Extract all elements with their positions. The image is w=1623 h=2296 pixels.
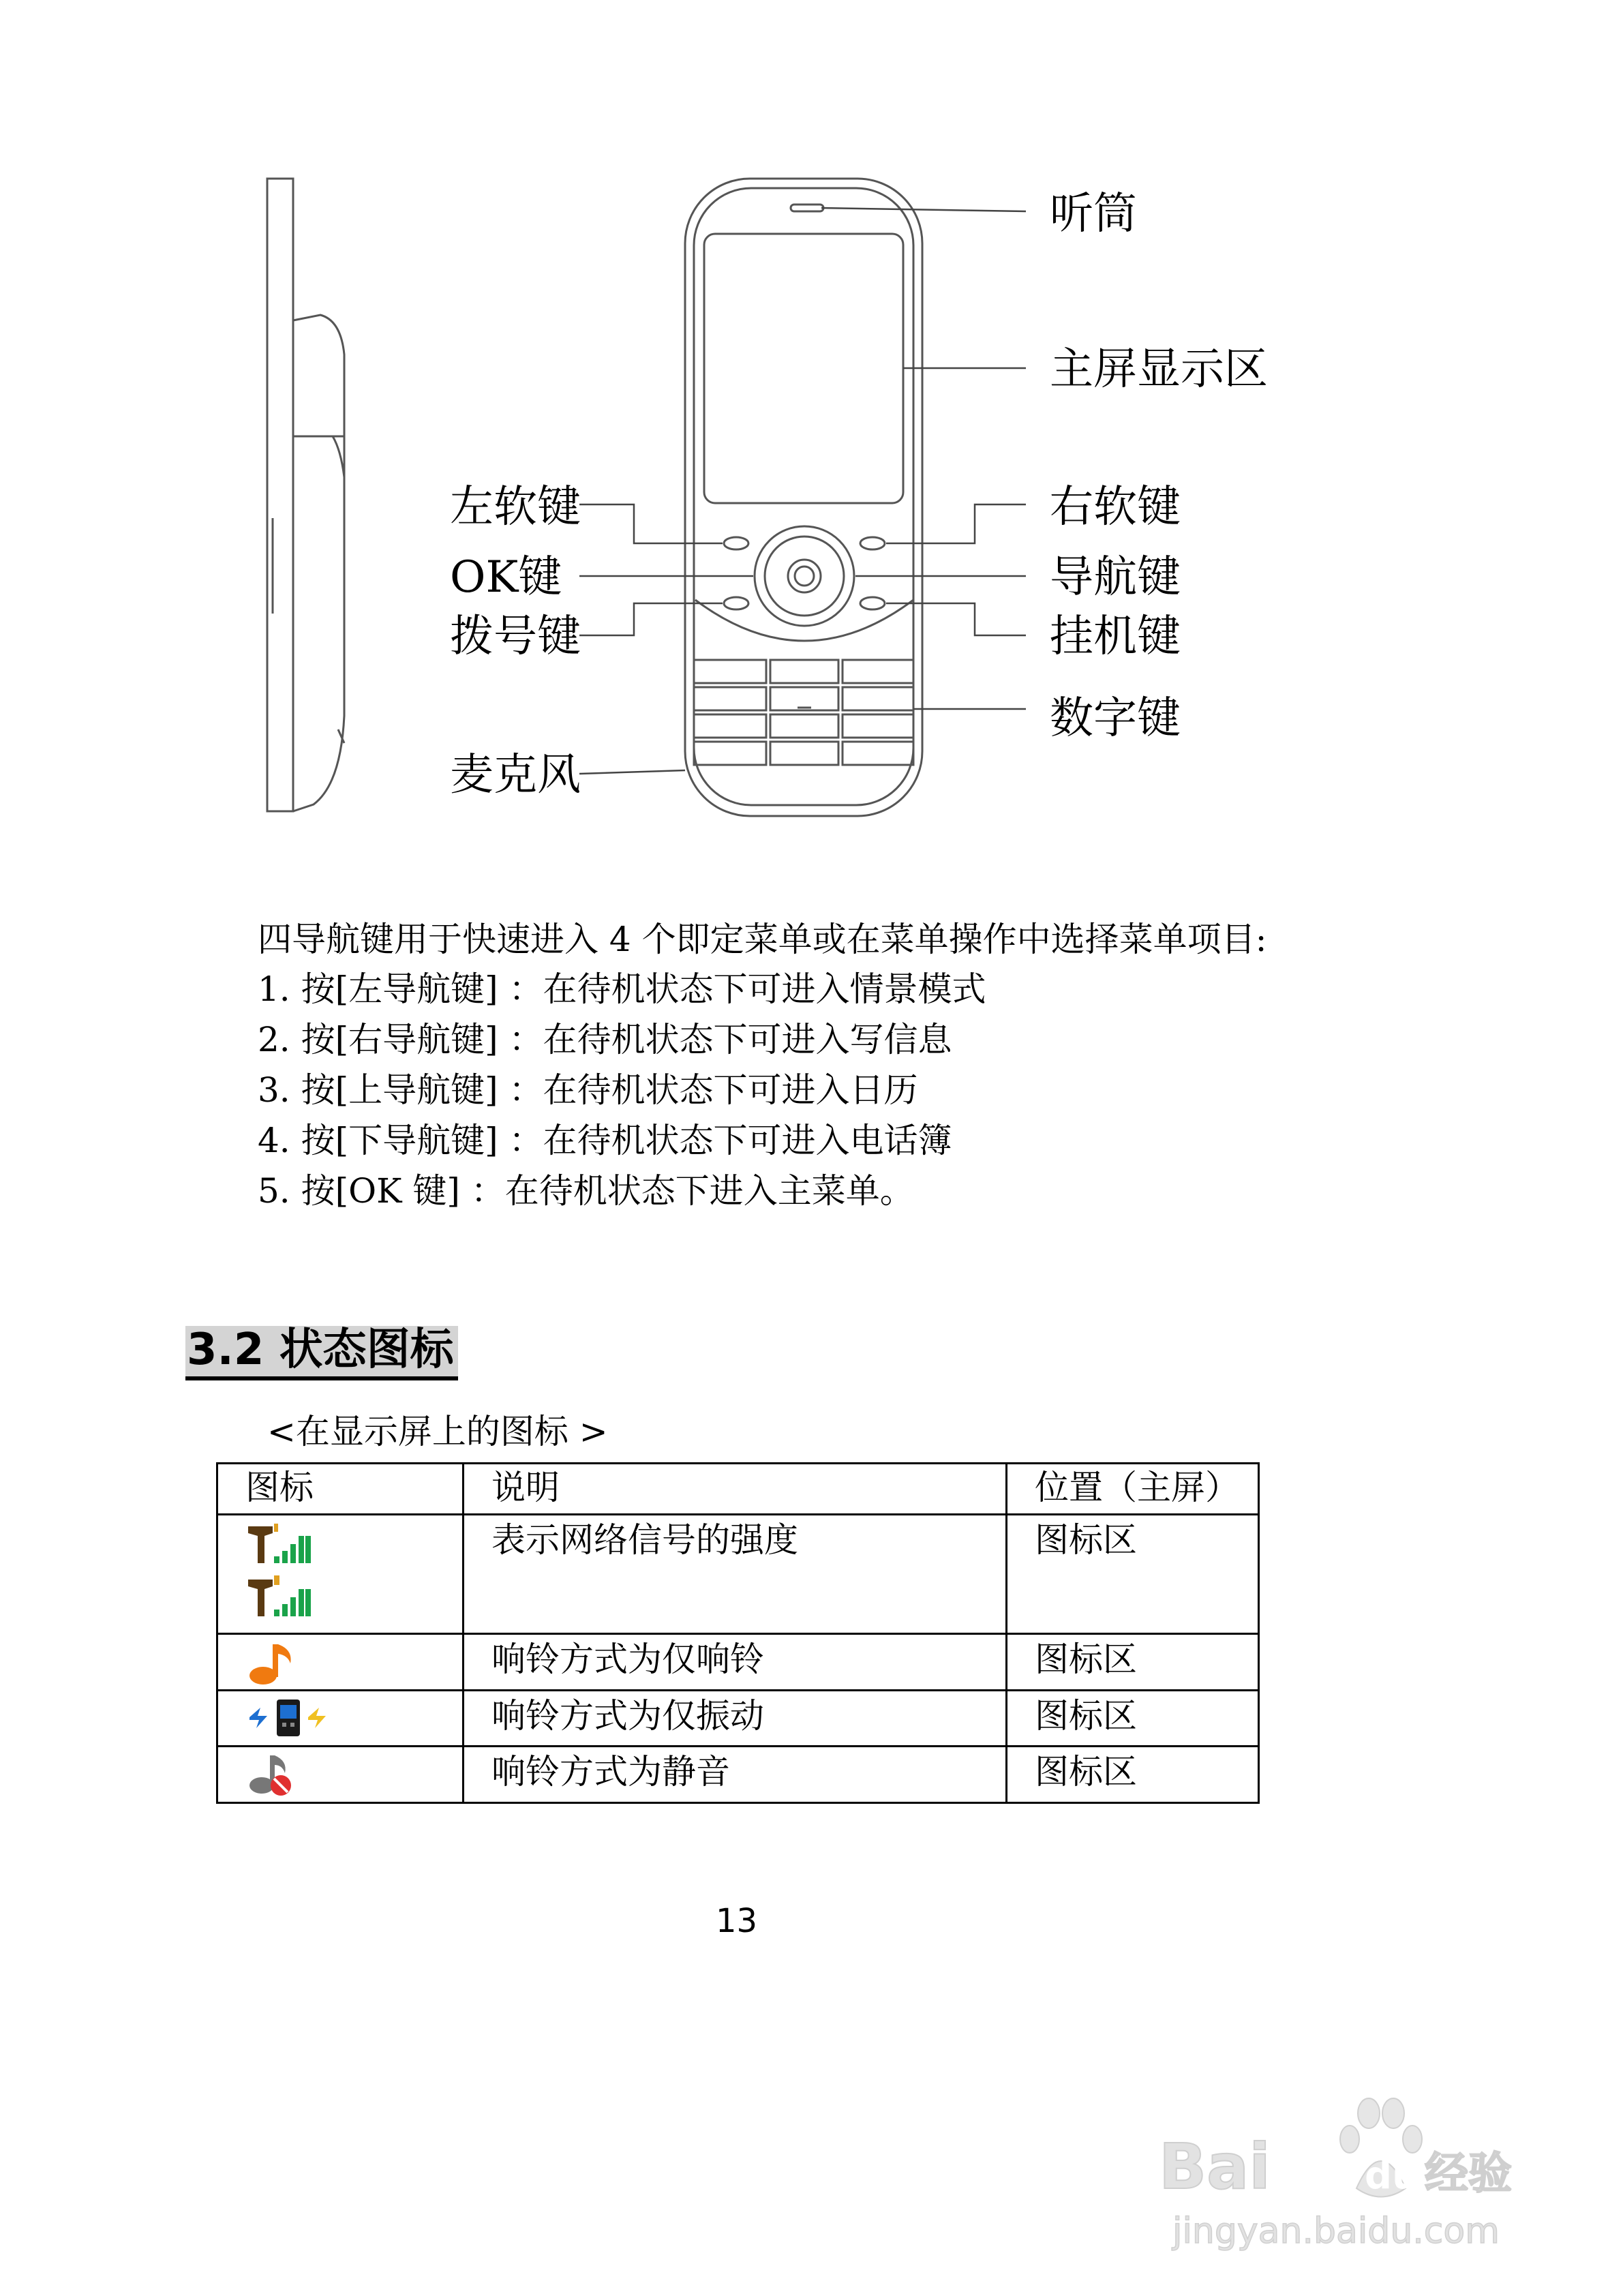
svg-text:jingyan.baidu.com: jingyan.baidu.com (1172, 2211, 1500, 2252)
header-position: 位置（主屏） (1007, 1464, 1259, 1515)
intro-text: 四导航键用于快速进入 4 个即定菜单或在菜单操作中选择菜单项目: (258, 920, 1267, 959)
label-nav-key: 导航键 (1050, 552, 1181, 603)
label-microphone: 麦克风 (450, 750, 581, 800)
table-row (217, 1633, 1259, 1690)
row-description: 响铃方式为静音 (464, 1746, 1007, 1802)
table-row (217, 1746, 1259, 1802)
label-number-keys: 数字键 (1050, 693, 1181, 744)
svg-text:经验: 经验 (1425, 2149, 1512, 2199)
status-icons-table (216, 1462, 1260, 1804)
row-position: 图标区 (1007, 1690, 1259, 1746)
list-item: 1. 按[左导航键] ：在待机状态下可进入情景模式 (258, 969, 986, 1009)
page-number: 13 (716, 1902, 758, 1940)
row-position: 图标区 (1007, 1514, 1259, 1633)
row-description: 响铃方式为仅振动 (464, 1690, 1007, 1746)
label-main-screen: 主屏显示区 (1050, 344, 1268, 395)
list-item: 2. 按[右导航键] ：在待机状态下可进入写信息 (258, 1020, 952, 1059)
label-left-soft-key: 左软键 (450, 482, 581, 532)
label-earpiece: 听筒 (1050, 189, 1137, 239)
baidu-watermark-logo (1152, 2086, 1534, 2263)
label-ok-key: OK键 (450, 552, 562, 603)
phone-side-view (267, 179, 344, 811)
section-heading: 3.2 状态图标 (185, 1326, 458, 1380)
silent-icon (217, 1746, 464, 1802)
label-right-soft-key: 右软键 (1050, 482, 1181, 532)
header-description: 说明 (464, 1464, 1007, 1515)
list-item: 5. 按[OK 键] ：在待机状态下进入主菜单。 (258, 1171, 914, 1211)
vibrate-only-icon (217, 1690, 464, 1746)
row-position: 图标区 (1007, 1746, 1259, 1802)
row-description: 响铃方式为仅响铃 (464, 1633, 1007, 1690)
signal-strength-icon (217, 1514, 464, 1633)
header-icon: 图标 (217, 1464, 464, 1515)
table-row (217, 1514, 1259, 1633)
row-position: 图标区 (1007, 1633, 1259, 1690)
list-item: 4. 按[下导航键] ：在待机状态下可进入电话簿 (258, 1121, 952, 1160)
table-row (217, 1690, 1259, 1746)
svg-text:Bai: Bai (1159, 2130, 1271, 2203)
list-item: 3. 按[上导航键] ：在待机状态下可进入日历 (258, 1070, 918, 1110)
row-description: 表示网络信号的强度 (464, 1514, 1007, 1633)
table-header-row (217, 1464, 1259, 1515)
svg-text:du: du (1365, 2154, 1419, 2198)
label-end-key: 挂机键 (1050, 611, 1181, 662)
label-dial-key: 拨号键 (450, 611, 581, 662)
ring-only-icon (217, 1633, 464, 1690)
table-caption: <在显示屏上的图标 > (267, 1412, 608, 1451)
phone-front-view (685, 179, 922, 816)
phone-diagram (0, 0, 1623, 859)
